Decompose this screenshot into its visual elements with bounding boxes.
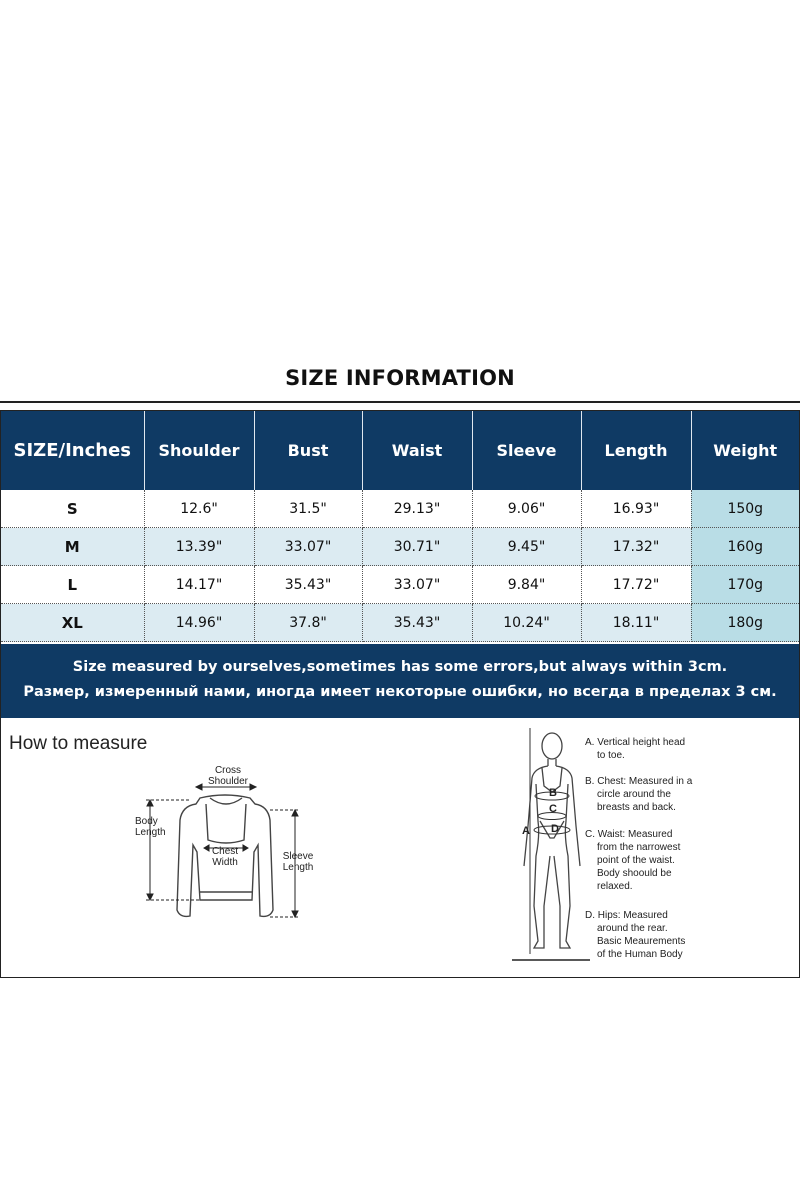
cell-waist: 30.71" — [362, 528, 472, 566]
cell-length: 18.11" — [581, 604, 691, 642]
cell-shoulder: 13.39" — [144, 528, 254, 566]
human-body-diagram — [510, 726, 590, 966]
cell-waist: 33.07" — [362, 566, 472, 604]
note-c-waist: C. Waist: Measured from the narrowest point of the waist. Body shoould be relaxed. — [585, 829, 681, 892]
cell-bust: 31.5" — [254, 490, 362, 528]
table-header-row — [1, 411, 799, 490]
body-letter-b: B — [549, 787, 557, 799]
cell-size: L — [1, 566, 144, 604]
cell-shoulder: 12.6" — [144, 490, 254, 528]
note-d-hips: D. Hips: Measured around the rear. Basic Meaurements of the Human Body — [585, 910, 686, 960]
page-title: SIZE INFORMATION — [285, 366, 515, 390]
cell-sleeve: 10.24" — [472, 604, 581, 642]
cell-size: XL — [1, 604, 144, 642]
table-row — [1, 566, 799, 604]
cell-weight: 160g — [691, 528, 799, 566]
table-row — [1, 490, 799, 528]
cell-size: S — [1, 490, 144, 528]
cell-sleeve: 9.45" — [472, 528, 581, 566]
header-shoulder: Shoulder — [144, 411, 254, 490]
table-row — [1, 604, 799, 642]
cell-weight: 180g — [691, 604, 799, 642]
body-letter-c: C — [549, 803, 557, 815]
header-weight: Weight — [691, 411, 799, 490]
cell-length: 16.93" — [581, 490, 691, 528]
body-length-label: Body Length — [135, 816, 166, 838]
cross-shoulder-label: Cross Shoulder — [207, 765, 249, 787]
table-row — [1, 528, 799, 566]
cell-sleeve: 9.06" — [472, 490, 581, 528]
note-a-vertical-height: A. Vertical height head to toe. — [585, 737, 686, 761]
note-english: Size measured by ourselves,sometimes has some errors,but always within 3cm. — [72, 659, 728, 675]
size-table — [1, 411, 799, 642]
header-sleeve: Sleeve — [472, 411, 581, 490]
header-waist: Waist — [362, 411, 472, 490]
chest-width-label: Chest Width — [211, 846, 239, 868]
cell-bust: 33.07" — [254, 528, 362, 566]
note-b-chest: B. Chest: Measured in a circle around the breasts and back. — [585, 776, 693, 813]
note-russian: Размер, измеренный нами, иногда имеет некоторые ошибки, но всегда в пределах 3 см. — [23, 684, 777, 700]
cell-size: M — [1, 528, 144, 566]
cell-bust: 35.43" — [254, 566, 362, 604]
header-bust: Bust — [254, 411, 362, 490]
cell-length: 17.72" — [581, 566, 691, 604]
how-to-measure-heading: How to measure — [9, 733, 148, 754]
sleeve-length-label: Sleeve Length — [282, 851, 314, 873]
header-size: SIZE/Inches — [1, 411, 144, 490]
body-letter-a: A — [522, 825, 530, 837]
cell-weight: 170g — [691, 566, 799, 604]
cell-waist: 29.13" — [362, 490, 472, 528]
cell-shoulder: 14.17" — [144, 566, 254, 604]
cell-weight: 150g — [691, 490, 799, 528]
title-divider — [0, 401, 800, 403]
body-letter-d: D — [551, 823, 559, 835]
header-length: Length — [581, 411, 691, 490]
cell-waist: 35.43" — [362, 604, 472, 642]
cell-shoulder: 14.96" — [144, 604, 254, 642]
measurement-note-banner — [1, 644, 799, 718]
cell-sleeve: 9.84" — [472, 566, 581, 604]
cell-length: 17.32" — [581, 528, 691, 566]
cell-bust: 37.8" — [254, 604, 362, 642]
